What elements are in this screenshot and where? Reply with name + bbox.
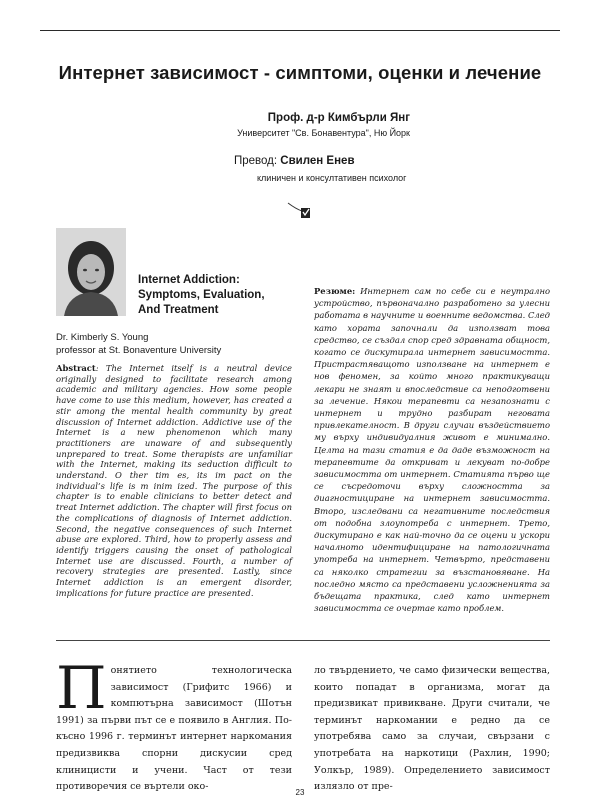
english-author — [56, 332, 221, 357]
abstract-paragraph — [56, 363, 292, 598]
author-name: Проф. д-р Кимбърли Янг — [267, 112, 410, 124]
english-title-line: Symptoms, Evaluation, — [138, 289, 265, 301]
english-author-position: professor at St. Bonaventure University — [56, 344, 222, 356]
page-number: 23 — [295, 788, 305, 797]
abstract-label: Abstract — [56, 363, 96, 373]
abstract-text: : The Internet itself is a neutral device originally designed to facilitate research among academic and military agencies. How some people have come to use this medium, however, has created a stir among the mental health community by great discussion of Internet addiction. Addictive use of the Internet is a new phenomenon which many practitioners are unaware of and subsequently unprepared to treat. Some therapists are unfamiliar with the Internet, making its seduction difficult to understand. O ther tim es, its im pact on the individual’s life is m inim ized. The purpose of this chapter is to enable clinicians to better detect and treat Internet addiction. The chapter will first focus on the complications of diagnosis of Internet addiction. Second, the negative consequences of such Internet abuse are explored. Third, how to properly assess and identify triggers causing the onset of pathological Internet use are discussed. Fourth, a number of recovery strategies are presented. Lastly, since Internet addiction is an emergent disorder, implications for future practice are presented. — [56, 363, 292, 598]
body-column-right — [314, 663, 550, 796]
translator-role: клиничен и консултативен психолог — [257, 173, 407, 183]
english-title-line: Internet Addiction: — [138, 274, 240, 286]
body-column-left — [56, 654, 292, 796]
body-text-left: онятието технологическа зависимост (Грифитс 1966) и компютърна зависимост (Шотън 1991) за първи път се е появило в Англия. По-късно 1996 г. терминът интернет наркомания предизвиква спорни дискусии сред клиницисти и учени. Част от тези противоречия се въртели око- — [56, 665, 292, 793]
ornament-icon — [286, 199, 312, 221]
author-photo — [56, 228, 126, 316]
summary-text: Интернет сам по себе си е неутрално устройство, първоначално разработено за улесни работата в научните и военните ведомства. След като хората започнали да използват това средство, се създал спор сред здравната общност, когато се дискутирала интернет зависимостта. Пристрастяващото използване на интернет е нов феномен, за който много практикуващи лекари не знаят и впоследствие са неподготвени за лечение. Някои терапевти са незапознати с интернет и трудно разбират неговата привлекателност. В други случаи въздействието му върху индивидуалния живот е минимално. Целта на тази статия е да даде възможност на терапевтите да откриват и лекуват по-добре зависимостта от интернет. Статията първо ще се съсредоточи върху сложността за диагностициране на интернет зависимостта. Второ, изследвани са негативните последствия от подобна злоупотреба с интернет. Трето, дискутирано е как най-точно да се оцени и ускори началното идентифициране на патологичната употреба на интернет. Четвърто, представени са няколко стратегии за възстановяване. На последно място са представени усложненията за бъдещата практика, след като интернет зависимостта се очертае като проблем. — [314, 286, 550, 614]
top-rule — [40, 30, 560, 31]
drop-cap: П — [56, 654, 107, 722]
translation-label: Превод: — [234, 155, 278, 167]
english-title — [138, 273, 288, 318]
body-text-right: ло твърдението, че само физически вещества, които попадат в организма, могат да предизвикат привикване. Други считали, че терминът наркомании е редно да се употребява само за случаи, свързани с употребата на наркотици (Рахлин, 1990; Уолкър, 1989). Определението зависимост излязло от пре- — [314, 665, 550, 793]
translator-line — [234, 155, 355, 167]
english-title-line: And Treatment — [138, 304, 219, 316]
summary-paragraph — [314, 285, 550, 614]
separator-rule — [56, 640, 550, 641]
article-title: Интернет зависимост - симптоми, оценки и лечение — [58, 62, 542, 83]
author-affiliation: Университет "Св. Бонавентура", Ню Йорк — [237, 128, 410, 138]
translator-name: Свилен Енев — [280, 155, 355, 167]
english-author-name: Dr. Kimberly S. Young — [56, 332, 149, 343]
summary-label: Резюме: — [314, 286, 356, 296]
